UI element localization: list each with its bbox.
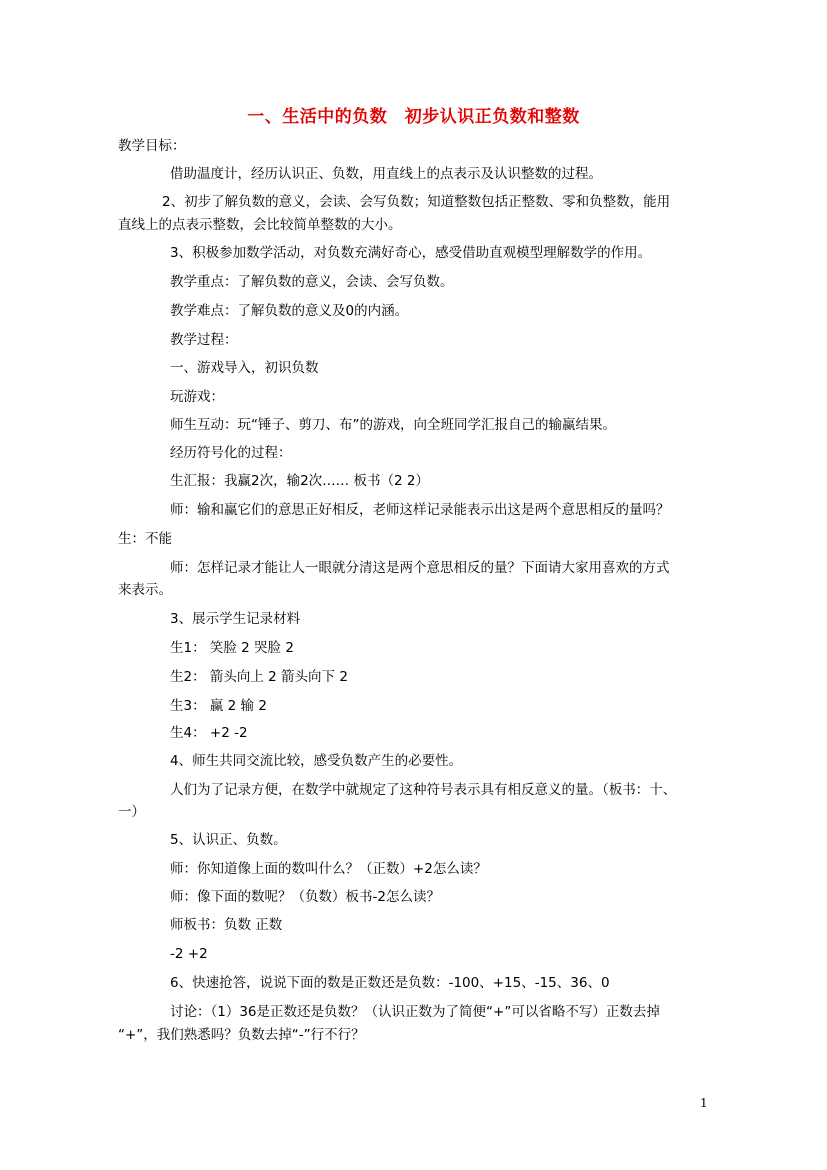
text-line: 教学重点：了解负数的意义，会读、会写负数。 [170, 274, 454, 290]
text-line: 3、积极参加数学活动，对负数充满好奇心，感受借助直观模型理解数学的作用。 [170, 245, 652, 261]
text-line: 3、展示学生记录材料 [170, 611, 301, 627]
text-line: 教学难点：了解负数的意义及0的内涵。 [170, 303, 409, 319]
text-line: 师：像下面的数呢？（负数）板书-2怎么读？ [170, 889, 440, 905]
text-line: 一） [118, 804, 145, 820]
text-line: -2 +2 [170, 946, 208, 962]
text-line: “+”，我们熟悉吗？负数去掉“-”行不行？ [118, 1027, 365, 1043]
text-line: 6、快速抢答，说说下面的数是正数还是负数：-100、+15、-15、36、0 [170, 975, 610, 991]
text-line: 玩游戏： [170, 389, 224, 405]
text-line: 教学过程： [170, 332, 238, 348]
text-line: 生1： 笑脸 2 哭脸 2 [170, 640, 294, 656]
text-line: 教学目标： [118, 138, 186, 154]
text-line: 生汇报：我赢2次，输2次…… 板书（2 2） [170, 473, 429, 489]
text-line: 4、师生共同交流比较，感受负数产生的必要性。 [170, 753, 463, 769]
text-line: 师：你知道像上面的数叫什么？（正数）+2怎么读？ [170, 861, 487, 877]
text-line: 师：怎样记录才能让人一眼就分清这是两个意思相反的量？下面请大家用喜欢的方式 [170, 560, 670, 576]
text-line: 人们为了记录方便，在数学中就规定了这种符号表示具有相反意义的量。（板书：十、 [170, 782, 677, 798]
text-line: 师生互动：玩“锤子、剪刀、布”的游戏，向全班同学汇报自己的输赢结果。 [170, 417, 616, 433]
text-line: 生3： 赢 2 输 2 [170, 698, 267, 714]
text-line: 5、认识正、负数。 [170, 832, 287, 848]
text-line: 经历符号化的过程： [170, 445, 292, 461]
text-line: 来表示。 [118, 582, 172, 598]
text-line: 直线上的点表示整数，会比较简单整数的大小。 [118, 217, 402, 233]
text-line: 生2： 箭头向上 2 箭头向下 2 [170, 669, 348, 685]
page-number: 1 [700, 1096, 708, 1110]
text-line: 借助温度计，经历认识正、负数，用直线上的点表示及认识整数的过程。 [170, 166, 602, 182]
text-line: 一、游戏导入，初识负数 [170, 360, 319, 376]
text-line: 生：不能 [118, 531, 172, 547]
text-line: 生4： +2 -2 [170, 725, 248, 741]
document-title: 一、生活中的负数 初步认识正负数和整数 [247, 107, 580, 127]
text-line: 讨论：（1）36是正数还是负数？（认识正数为了简便“+”可以省略不写）正数去掉 [170, 1004, 660, 1020]
text-line: 师板书：负数 正数 [170, 917, 283, 933]
text-line: 2、初步了解负数的意义，会读、会写负数；知道整数包括正整数、零和负整数，能用 [162, 194, 671, 210]
text-line: 师：输和赢它们的意思正好相反，老师这样记录能表示出这是两个意思相反的量吗？ [170, 502, 670, 518]
